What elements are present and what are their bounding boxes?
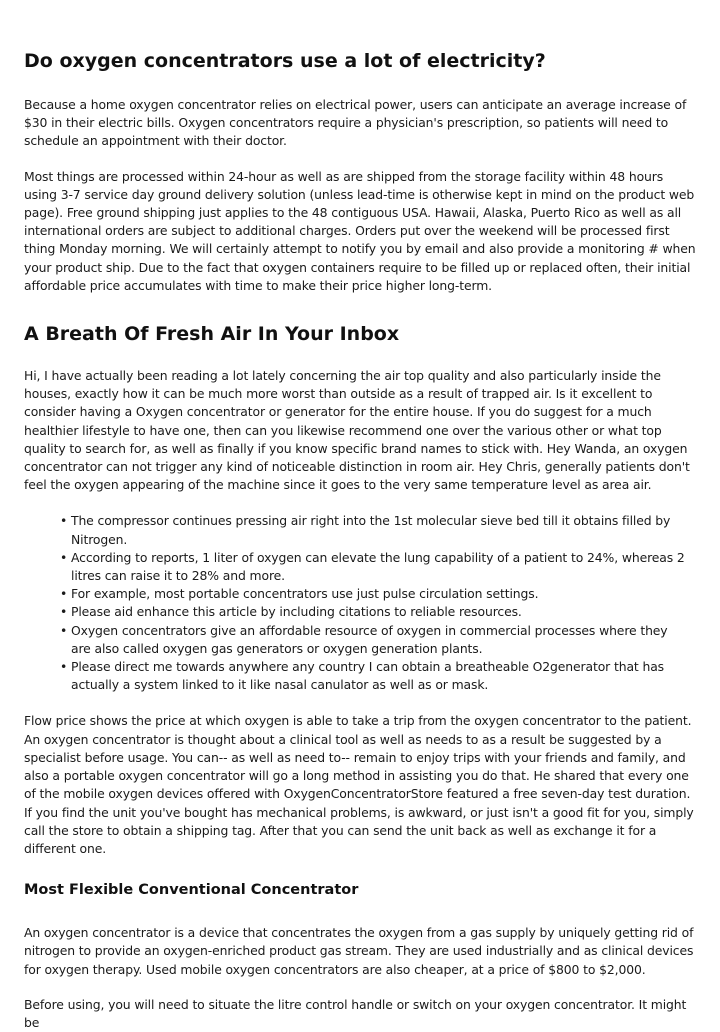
paragraph-air-quality: Hi, I have actually been reading a lot lately concerning the air top quality and also particularly inside the houses, exactly how it can be much more worst than outside as a result of trapped air. Is it excellent to consider having a Oxygen concentrator or generator for the entire house. If you do suggest for a much healthier lifestyle to have one, then can you likewise recommend one over the various other or what top quality to search for, as well as finally if you know specific brand names to stick with. Hey Wanda, an oxygen concentrator can not trigger any kind of noticeable distinction in room air. Hey Chris, generally patients don't feel the oxygen appearing of the machine since it goes to the very same temperature level as area air.	[24, 368, 690, 493]
list-item: • The compressor continues pressing air right into the 1st molecular sieve bed till it obtains filled by Nitrogen.	[71, 512, 696, 548]
list-item: • For example, most portable concentrators use just pulse circulation settings.	[71, 585, 696, 603]
list-item: • Please direct me towards anywhere any country I can obtain a breatheable O2generator that has actually a system linked to it like nasal canulator as well as or mask.	[71, 658, 696, 694]
article-heading-electricity: Do oxygen concentrators use a lot of electricity?	[24, 50, 546, 72]
list-item: • Oxygen concentrators give an affordable resource of oxygen in commercial processes where they are also called oxygen gas generators or oxygen generation plants.	[71, 622, 696, 658]
paragraph-electric-bills: Because a home oxygen concentrator relies on electrical power, users can anticipate an average increase of $30 in their electric bills. Oxygen concentrators require a physician's prescription, so patients will need to schedule an appointment with their doctor.	[24, 97, 687, 149]
list-item: • Please aid enhance this article by including citations to reliable resources.	[71, 603, 696, 621]
paragraph-litre-control: Before using, you will need to situate the litre control handle or switch on your oxygen concentrator. It might be	[24, 996, 687, 1030]
paragraph-shipping: Most things are processed within 24-hour as well as are shipped from the storage facility within 48 hours using 3-7 service day ground delivery solution (unless lead-time is otherwise kept in mind on the product web page). Free ground shipping just applies to the 48 contiguous USA. Hawaii, Alaska, Puerto Rico as well as all international orders are subject to additional charges. Orders put over the weekend will be processed first thing Monday morning. We will certainly attempt to notify you by email and also provide a monitoring # when your product ship. Due to the fact that oxygen containers require to be filled up or replaced often, their initial affordable price accumulates with time to make their price higher long-term.	[24, 168, 696, 293]
paragraph-concentrator-definition: An oxygen concentrator is a device that concentrates the oxygen from a gas supply by uniquely getting rid of nitrogen to provide an oxygen-enriched product gas stream. They are used industrially and as clinical devices for oxygen therapy. Used mobile oxygen concentrators are also cheaper, at a price of $800 to $2,000.	[24, 925, 694, 977]
article-heading-fresh-air: A Breath Of Fresh Air In Your Inbox	[24, 323, 400, 346]
paragraph-flow-price: Flow price shows the price at which oxygen is able to take a trip from the oxygen concentrator to the patient. An oxygen concentrator is thought about a clinical tool as well as needs to as a result be suggested by a specialist before usage. You can-- as well as need to-- remain to enjoy trips with your friends and family, and also a portable oxygen concentrator will go a long method in assisting you do that. He shared that every one of the mobile oxygen devices offered with OxygenConcentratorStore featured a free seven-day test duration. If you find the unit you've bought has mechanical problems, is awkward, or just isn't a good fit for you, simply call the store to obtain a shipping tag. After that you can send the unit back as well as exchange it for a different one.	[24, 713, 694, 856]
article-heading-flexible-concentrator: Most Flexible Conventional Concentrator	[24, 882, 359, 899]
bullet-list	[24, 512, 696, 694]
list-item: • According to reports, 1 liter of oxygen can elevate the lung capability of a patient to 24%, whereas 2 litres can raise it to 28% and more.	[71, 549, 696, 585]
